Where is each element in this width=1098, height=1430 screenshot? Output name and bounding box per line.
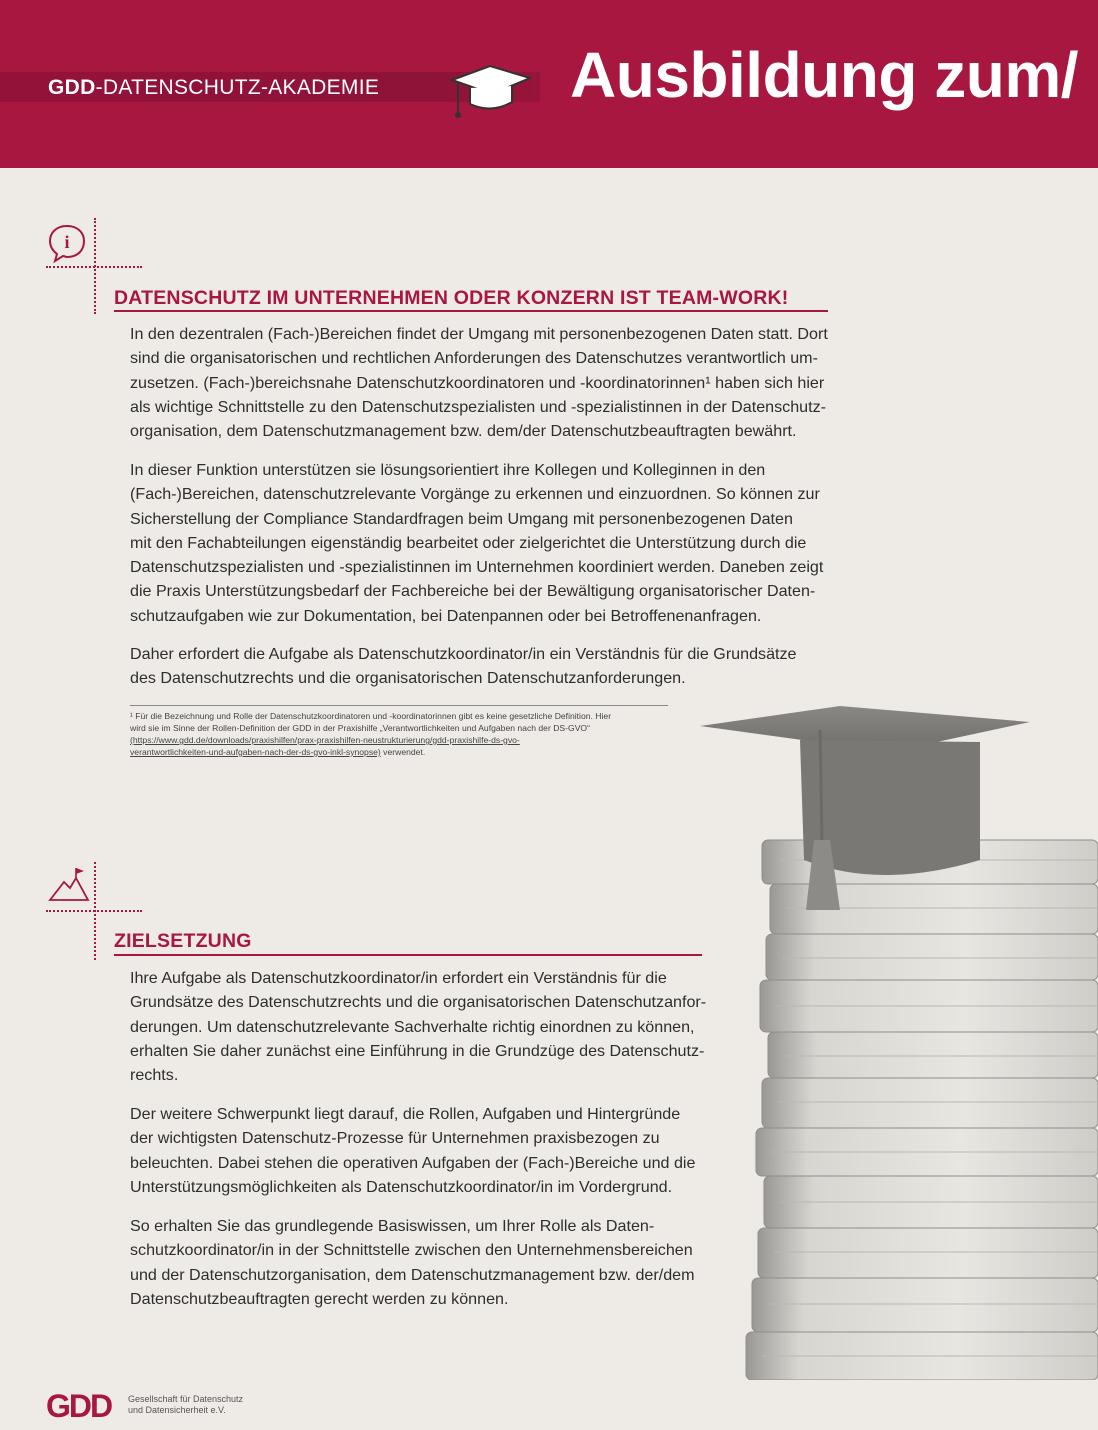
paragraph: Daher erfordert die Aufgabe als Datenschutzkoordinator/in ein Verständnis für die Grundsätze des Datenschutzrechts und die organisatorischen Datenschutzanforderungen. [130,645,797,688]
paragraph: In den dezentralen (Fach-)Bereichen findet der Umgang mit personenbezogenen Daten statt. Dort sind die organisatorischen und rechtlichen Anforderungen des Datenschutzes verantwortlich um- zusetzen. (Fach-)bereichsnahe Datenschutzkoordinatoren und -koordinatorinnen¹ haben sich hier als wichtige Schnittstelle zu den Datenschutzspezialisten und -spezialistinnen in der Datenschutz- organisation, dem Datenschutzmanagement bzw. dem/der Datenschutzbeauftragten bewährt. [130,325,828,441]
dotted-guide-horizontal [46,266,142,268]
section-title: DATENSCHUTZ IM UNTERNEHMEN ODER KONZERN IST TEAM-WORK! [114,287,789,309]
paragraph: So erhalten Sie das grundlegende Basiswissen, um Ihrer Rolle als Daten- schutzkoordinator/in in der Schnittstelle zwischen den Unternehmensbereichen und der Datenschutzorganisation, dem Datenschutzmanagement bzw. der/dem Datenschutzbeauftragten gerecht werden zu können. [130,1217,695,1308]
info-speech-bubble-icon [44,220,90,266]
gdd-logo [46,1390,126,1422]
header-banner [0,0,1098,168]
paragraph: Ihre Aufgabe als Datenschutzkoordinator/in erfordert ein Verständnis für die Grundsätze des Datenschutzrechts und die organisatorischen Datenschutzanfor- derungen. Um datenschutzrelevante Sachverhalte richtig einordnen zu können, erhalten Sie daher zunächst eine Einführung in die Grundzüge des Datenschutz- rechts. [130,969,707,1085]
paragraph: Der weitere Schwerpunkt liegt darauf, die Rollen, Aufgaben und Hintergründe der wichtigsten Datenschutz-Prozesse für Unternehmen praxisbezogen zu beleuchten. Dabei stehen die operativen Aufgaben der (Fach-)Bereiche und die Unterstützungsmöglichkeiten als Datenschutzkoordinator/in im Vordergrund. [130,1105,696,1196]
books-with-graduation-cap-image [690,700,1098,1380]
footnote-divider [130,705,668,706]
footnote-link[interactable]: (https://www.gdd.de/downloads/praxishilfen/prax-praxishilfen-neustrukturierung/gdd-praxishilfe-ds-gvo- [130,735,520,745]
academy-brand: GDD-DATENSCHUTZ-AKADEMIE [48,76,380,99]
section-rule [114,310,828,312]
dotted-guide-horizontal [46,910,142,912]
mountain-flag-icon [46,866,92,906]
page-headline: Ausbildung zum/ [570,39,1078,111]
paragraph: In dieser Funktion unterstützen sie lösungsorientiert ihre Kollegen und Kolleginnen in den (Fach-)Bereichen, datenschutzrelevante Vorgänge zu erkennen und einzuordnen. So können zur Sicherstellung der Compliance Standardfragen beim Umgang mit personenbezogenen Daten mit den Fachabteilungen eigenständig bearbeitet oder zielgerichtet die Unterstützung durch die Datenschutzspezialisten und -spezialistinnen im Unternehmen koordiniert werden. Daneben zeigt die Praxis Unterstützungsbedarf der Fachbereiche bei der Bewältigung organisatorischer Daten- schutzaufgaben wie zur Dokumentation, bei Datenpannen oder bei Betroffenenanfragen. [130,461,824,625]
footnote-link[interactable]: verantwortlichkeiten-und-aufgaben-nach-der-ds-gvo-inkl-synopse) [130,747,381,757]
graduation-cap-icon [440,58,540,128]
section-rule [114,954,702,956]
organization-name: Gesellschaft für Datenschutz und Datensicherheit e.V. [128,1394,244,1415]
section-title: ZIELSETZUNG [114,930,252,952]
svg-text:i: i [64,232,70,252]
svg-text:GDD: GDD [46,1390,112,1422]
footnote: ¹ Für die Bezeichnung und Rolle der Datenschutzkoordinatoren und -koordinatorinnen gibt es keine gesetzliche Definition. Hier wird sie im Sinne der Rollen-Definition der GDD in der Praxishilfe „Verantwortlichkeiten und Aufgaben nach der DS-GVO“ (https://www.gdd.de/downloads/praxishilfen/prax-praxishilfen-neustrukturierung/gdd-praxishilfe-ds-gvo- verantwortlichkeiten-und-aufgaben-nach-der-ds-gvo-inkl-synopse) verwendet. [130,711,612,757]
